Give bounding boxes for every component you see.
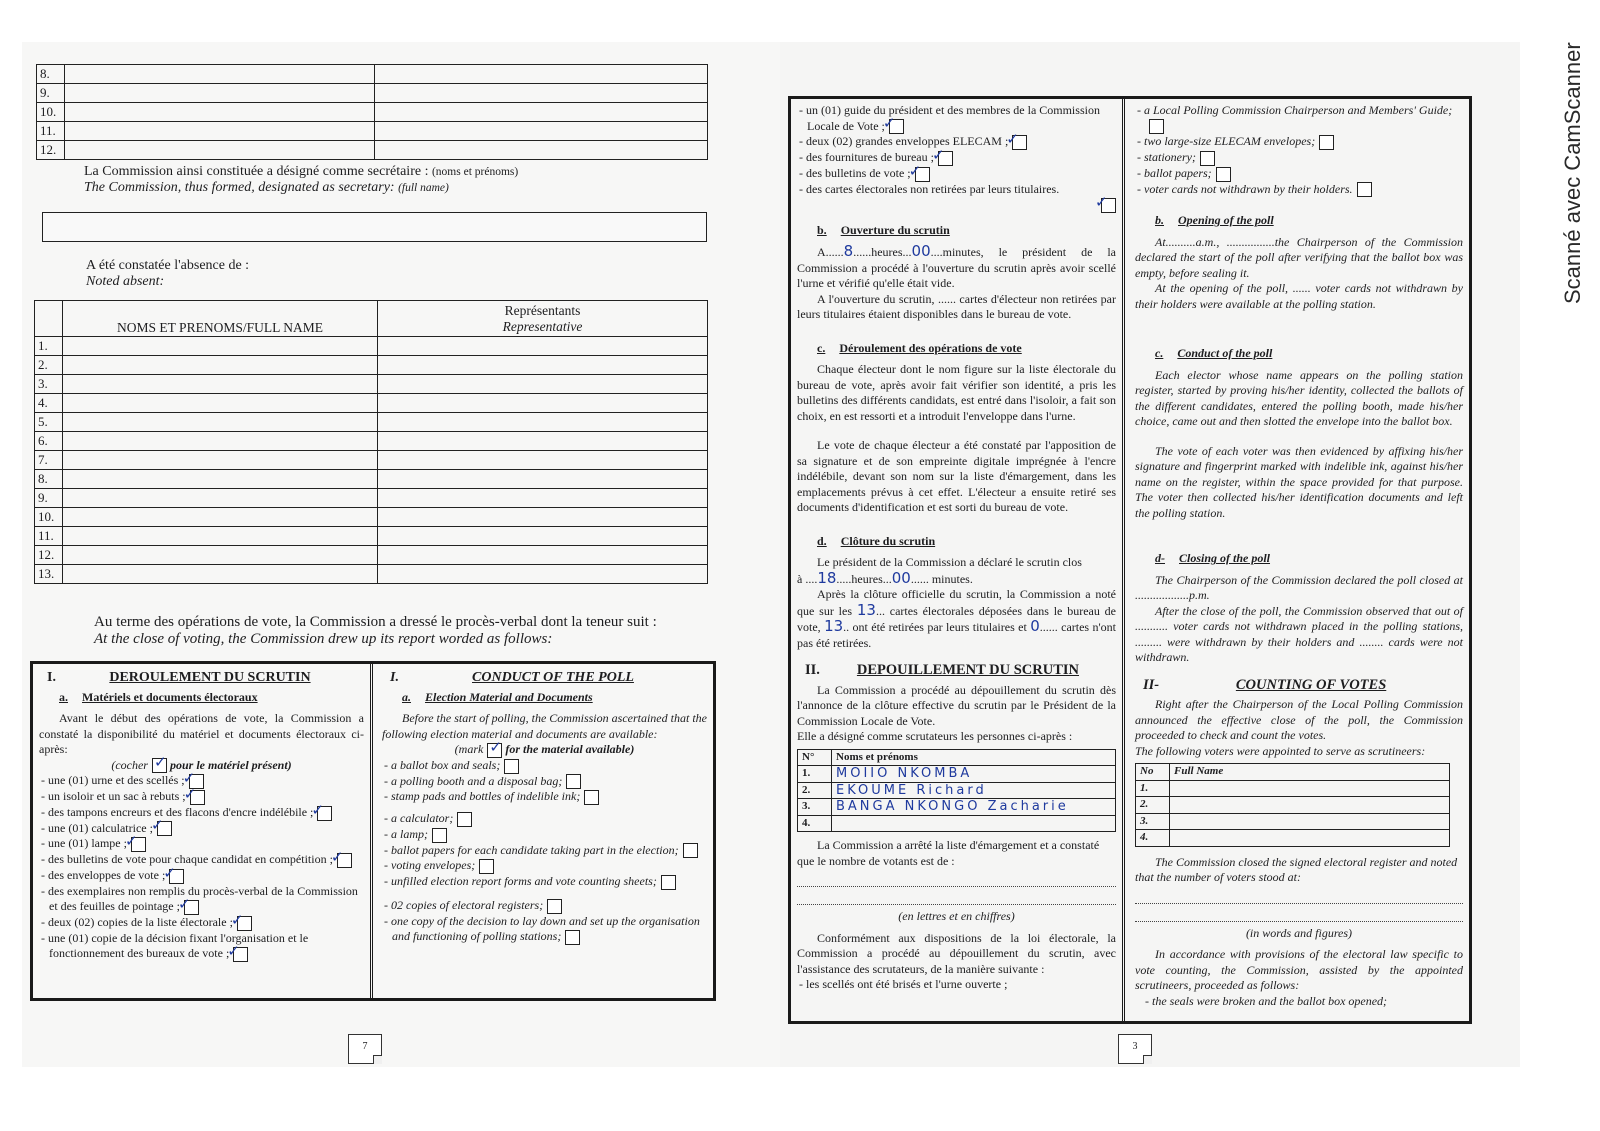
material-checkbox[interactable] xyxy=(584,790,599,805)
table-header: N° Noms et prénoms xyxy=(798,749,1116,766)
opening-para-fr: A......8......heures...00....minutes, le président de la Commission a procédé à l'ouverture du scrutin après avoir scellé l'urne et vérifié qu'elle était vide. xyxy=(797,242,1116,291)
absent-name-cell[interactable] xyxy=(63,546,378,565)
opening-para1-en: At..........a.m., ................the Chairperson of the Commission declared the start of the poll after verifying that the ballot box was empty, before sealing it. xyxy=(1135,234,1463,280)
section-conduct-frame xyxy=(30,661,716,1001)
counting-para4-fr: Conformément aux dispositions de la loi électorale, la Commission a procédé au dépouillement du scrutin, avec l'assistance des scrutateurs, de la manière suivante : xyxy=(797,930,1116,976)
conduct-para2-en: The vote of each voter was then evidenced by affixing his/her signature and fingerprint marked with indelible ink, against his/her name on the register, within the space provided for that purpose. The voter then collected his/her identification documents and left the polling station. xyxy=(1135,443,1463,520)
material-item-fr: - une (01) lampe ;✓ xyxy=(39,836,364,852)
table-row: 12. xyxy=(37,141,708,160)
table-row: 13. xyxy=(35,565,708,584)
absent-label xyxy=(86,258,249,290)
closing-hours-field[interactable]: 18 xyxy=(817,568,837,587)
secretary-note-en: (full name) xyxy=(398,182,449,194)
report-intro-en: At the close of voting, the Commission drew up its report worded as follows: xyxy=(94,631,553,647)
counting-para1-fr: La Commission a procédé au dépouillement du scrutin dès l'annonce de la clôture effective du scrutin par le Président de la Commission Locale de Vote. xyxy=(797,682,1116,728)
material-item-fr: - des cartes électorales non retirées par leurs titulaires. ✓ xyxy=(797,182,1116,213)
material-item-fr: - des bulletins de vote ;✓ xyxy=(797,166,1116,182)
absent-rep-cell[interactable] xyxy=(378,356,708,375)
table-row: 3. xyxy=(1136,813,1450,830)
table-header xyxy=(35,301,708,337)
absent-rep-cell[interactable] xyxy=(378,432,708,451)
materials-intro-fr: Avant le début des opérations de vote, la Commission a constaté la disponibilité du matériel et documents électoraux ci-après: xyxy=(39,711,364,756)
counting-para3-fr: La Commission a arrêté la liste d'émargement et a constaté que le nombre de votants est de : xyxy=(797,838,1100,868)
secretary-field[interactable] xyxy=(42,212,707,242)
absent-name-cell[interactable] xyxy=(63,508,378,527)
counting-note-fr: (en lettres et en chiffres) xyxy=(898,909,1015,924)
camscanner-watermark: Scanné avec CamScanner xyxy=(1560,42,1585,304)
cards-deposited-field[interactable]: 13 xyxy=(856,600,876,619)
absent-label-en: Noted absent: xyxy=(86,274,165,289)
check-instruction-fr: (cocher ✓ pour le matériel présent) xyxy=(39,758,364,774)
sample-checkbox xyxy=(487,743,502,758)
cards-withdrawn-field[interactable]: 13 xyxy=(824,617,844,636)
member-role-cell[interactable] xyxy=(375,84,708,103)
material-checkbox[interactable] xyxy=(1012,135,1027,150)
material-item-en: - voter cards not withdrawn by their holders. xyxy=(1135,182,1463,198)
counting-title-en: II- COUNTING OF VOTES xyxy=(1143,676,1387,693)
material-checkbox[interactable] xyxy=(479,859,494,874)
material-item-en: - one copy of the decision to lay down and set up the organisation and functioning of polling stations; xyxy=(384,913,700,943)
absent-rep-cell[interactable] xyxy=(378,565,708,584)
voters-count-field-en-line2[interactable] xyxy=(1135,908,1463,922)
absent-name-cell[interactable] xyxy=(63,375,378,394)
material-checkbox[interactable] xyxy=(661,875,676,890)
material-item-en: - a ballot box and seals; xyxy=(382,758,707,774)
member-role-cell[interactable] xyxy=(375,65,708,84)
conduct-title-en: c. Conduct of the poll xyxy=(1155,346,1273,361)
material-item-en: - ballot papers; xyxy=(1135,166,1463,182)
member-name-cell[interactable] xyxy=(65,122,375,141)
absent-name-cell[interactable] xyxy=(63,565,378,584)
member-name-cell[interactable] xyxy=(65,84,375,103)
secretary-label-en: The Commission, thus formed, designated as secretary: xyxy=(84,180,395,195)
material-item-fr: - un isoloir et un sac à rebuts ;✓ xyxy=(39,789,364,805)
closing-cards-fr: Après la clôture officielle du scrutin, la Commission a noté que sur les 13... cartes électorales déposées dans le bureau de vote, 13.. ont été retirées par leurs titulaires et 0...... cartes n'ont pas été retirées. xyxy=(797,587,1117,650)
absent-label-fr: A été constatée l'absence de : xyxy=(86,258,250,273)
sample-checkbox xyxy=(152,758,167,773)
member-role-cell[interactable] xyxy=(375,122,708,141)
material-item-en: - a lamp; xyxy=(382,827,707,843)
absent-rep-cell[interactable] xyxy=(378,413,708,432)
page-number-right: 3 xyxy=(1118,1034,1152,1064)
absent-rep-cell[interactable] xyxy=(378,527,708,546)
header-representative xyxy=(378,301,708,337)
absent-rep-cell[interactable] xyxy=(378,394,708,413)
table-row: 4. xyxy=(798,815,1116,832)
material-item-en: - a polling booth and a disposal bag; xyxy=(382,774,707,790)
material-item-en: - stationery; xyxy=(1135,150,1463,166)
closing-para1-en: The Chairperson of the Commission declared the poll closed at ..................p.m. xyxy=(1135,572,1463,603)
table-row: 4. xyxy=(35,394,708,413)
table-row: 9. xyxy=(37,84,708,103)
material-item-fr: - un (01) guide du président et des membres de la Commission Locale de Vote ;✓ xyxy=(797,103,1116,134)
table-row: 2. EKOUME Richard xyxy=(798,782,1116,799)
material-checkbox[interactable] xyxy=(889,119,904,134)
counting-para2-fr: Elle a désigné comme scrutateurs les personnes ci-après : xyxy=(797,729,1073,744)
scrutineer-name-field[interactable]: MOIIO NKOMBA xyxy=(832,766,1116,783)
material-checkbox[interactable] xyxy=(169,869,184,884)
subsection-title-en: a. Election Material and Documents xyxy=(402,689,593,704)
absent-name-cell[interactable] xyxy=(63,489,378,508)
material-checkbox[interactable] xyxy=(184,900,199,915)
conduct-para2-fr: Le vote de chaque électeur a été constaté par l'apposition de sa signature et de son empreinte digitale imprégnée à l'encre indélébile, devant son nom sur la liste d'émargement, dans les emplacements prévus à cet effet. L'électeur a ensuite retiré ses documents d'identification et est sorti du bureau de vote. xyxy=(797,438,1116,515)
voters-count-field[interactable] xyxy=(797,873,1116,887)
absent-name-cell[interactable] xyxy=(63,413,378,432)
material-item-en: - voting envelopes; xyxy=(382,858,707,874)
table-row: 3. BANGA NKONGO Zacharie xyxy=(798,799,1116,816)
material-checkbox[interactable] xyxy=(190,790,205,805)
material-item-fr: - des tampons encreurs et des flacons d'encre indélébile ;✓ xyxy=(39,805,364,821)
right-page-frame xyxy=(788,96,1472,1024)
material-checkbox[interactable] xyxy=(915,167,930,182)
table-row: 4. xyxy=(1136,830,1450,847)
section-title-en: I. CONDUCT OF THE POLL xyxy=(390,670,634,685)
material-item-fr: - deux (02) grandes enveloppes ELECAM ;✓ xyxy=(797,134,1116,150)
table-row: 9. xyxy=(35,489,708,508)
material-checkbox[interactable] xyxy=(1149,119,1164,134)
subsection-title-fr: a. Matériels et documents électoraux xyxy=(59,689,258,704)
absent-name-cell[interactable] xyxy=(63,527,378,546)
member-name-cell[interactable] xyxy=(65,141,375,160)
counting-item1-fr: - les scellés ont été brisés et l'urne ouverte ; xyxy=(799,977,1008,992)
material-item-fr: - une (01) calculatrice ;✓ xyxy=(39,821,364,837)
material-checkbox[interactable] xyxy=(547,899,562,914)
member-name-cell[interactable] xyxy=(65,65,375,84)
report-intro-fr: Au terme des opérations de vote, la Commission a dressé le procès-verbal dont la teneur suit : xyxy=(94,614,657,630)
right-en-column xyxy=(1129,99,1469,1021)
opening-title-en: b. Opening of the poll xyxy=(1155,213,1274,228)
material-item-en: - unfilled election report forms and vote counting sheets; xyxy=(382,874,707,890)
material-checkbox[interactable] xyxy=(683,843,698,858)
material-item-fr: - des fournitures de bureau ;✓ xyxy=(797,150,1116,166)
scrutineer-name-field[interactable] xyxy=(832,815,1116,832)
table-row: 2. xyxy=(35,356,708,375)
material-checkbox[interactable] xyxy=(565,930,580,945)
material-checkbox[interactable] xyxy=(432,828,447,843)
table-row: 2. xyxy=(1136,797,1450,814)
counting-note-en: (in words and figures) xyxy=(1245,925,1353,940)
table-row: 11. xyxy=(37,122,708,141)
table-row: 1. xyxy=(35,337,708,356)
absent-rep-cell[interactable] xyxy=(378,470,708,489)
material-checkbox[interactable] xyxy=(337,853,352,868)
material-checkbox[interactable] xyxy=(938,151,953,166)
material-item-fr: - une (01) urne et des scellés ;✓ xyxy=(39,773,364,789)
table-row: 10. xyxy=(37,103,708,122)
material-checkbox[interactable] xyxy=(1200,151,1215,166)
absent-name-cell[interactable] xyxy=(63,470,378,489)
counting-item1-en: - the seals were broken and the ballot box opened; xyxy=(1145,993,1388,1008)
opening-minutes-field[interactable]: 00 xyxy=(911,242,931,261)
absent-rep-cell[interactable] xyxy=(378,489,708,508)
closing-line1-fr: Le président de la Commission a déclaré le scrutin clos xyxy=(817,555,1082,570)
table-row: 10. xyxy=(35,508,708,527)
material-item-fr: - deux (02) copies de la liste électorale ;✓ xyxy=(39,915,364,931)
absent-rep-cell[interactable] xyxy=(378,546,708,565)
table-row: 11. xyxy=(35,527,708,546)
material-checkbox[interactable] xyxy=(157,821,172,836)
material-item-en: - a calculator; xyxy=(382,811,707,827)
material-checkbox[interactable] xyxy=(1357,182,1372,197)
table-row: 8. xyxy=(35,470,708,489)
material-checkbox[interactable] xyxy=(1216,167,1231,182)
secretary-label xyxy=(84,164,518,196)
material-item-fr: - des enveloppes de vote ;✓ xyxy=(39,868,364,884)
material-checkbox[interactable] xyxy=(1101,198,1116,213)
material-checkbox[interactable] xyxy=(457,812,472,827)
opening-para2-en: At the opening of the poll, ...... voter cards not withdrawn by their holders were available at the polling station. xyxy=(1135,281,1463,311)
material-item-en: - ballot papers for each candidate taking part in the election; xyxy=(382,843,707,859)
material-checkbox[interactable] xyxy=(317,806,332,821)
table-row: 8. xyxy=(37,65,708,84)
table-row: 12. xyxy=(35,546,708,565)
opening-title-fr: b. Ouverture du scrutin xyxy=(817,222,950,237)
section-en-column xyxy=(376,664,713,998)
counting-para3-en: The Commission closed the signed electoral register and noted that the number of voters stood at: xyxy=(1135,854,1458,885)
table-row: 3. xyxy=(35,375,708,394)
absent-name-cell[interactable] xyxy=(63,356,378,375)
counting-para1-en: Right after the Chairperson of the Local Polling Commission announced the effective close of the poll, the Commission proceeded to check and count the votes. xyxy=(1135,697,1463,743)
closing-title-fr: d. Clôture du scrutin xyxy=(817,533,936,548)
closing-time-fr: à ....18.....heures...00...... minutes. xyxy=(797,568,973,587)
absent-name-cell[interactable] xyxy=(63,451,378,470)
header-rep-fr: Représentants xyxy=(504,302,581,318)
header-full-name: NOMS ET PRENOMS/FULL NAME xyxy=(63,301,378,337)
page-number-left: 7 xyxy=(348,1034,382,1064)
absent-name-cell[interactable] xyxy=(63,337,378,356)
material-checkbox[interactable] xyxy=(233,947,248,962)
absent-table xyxy=(34,300,708,584)
conduct-title-fr: c. Déroulement des opérations de vote xyxy=(817,340,1022,355)
opening-hours-field[interactable]: 8 xyxy=(843,242,854,261)
absent-rep-cell[interactable] xyxy=(378,451,708,470)
closing-para2-en: After the close of the poll, the Commission observed that out of ........... voter cards not withdrawn placed in the polling stations, ......... were withdrawn by their holders and ........ cards were not withdrawn. xyxy=(1135,603,1463,665)
scrutineers-table-fr xyxy=(797,749,1116,833)
secretary-label-fr: La Commission ainsi constituée a désigné comme secrétaire : xyxy=(84,164,429,179)
section-title-fr: I. DEROULEMENT DU SCRUTIN xyxy=(47,670,311,685)
check-instruction-en: (mark ✓ for the material available) xyxy=(382,742,707,758)
material-checkbox[interactable] xyxy=(504,759,519,774)
absent-name-cell[interactable] xyxy=(63,394,378,413)
report-intro xyxy=(94,614,657,648)
material-item-en: - a Local Polling Commission Chairperson and Members' Guide; xyxy=(1135,103,1463,134)
scrutineer-name-field[interactable] xyxy=(1170,780,1450,797)
table-row: 5. xyxy=(35,413,708,432)
scrutineers-table-en xyxy=(1135,763,1450,847)
conduct-para1-fr: Chaque électeur dont le nom figure sur la liste électorale du bureau de vote, après avoir fait vérifier son identité, a pris les bulletins des différents candidats, est entré dans l'isoloir, a fait son choix, en est ressorti et a introduit l'enveloppe dans l'urne. xyxy=(797,362,1116,423)
table-row: 6. xyxy=(35,432,708,451)
table-row: 7. xyxy=(35,451,708,470)
scrutineer-name-field[interactable] xyxy=(1170,830,1450,847)
scrutineer-name-field[interactable]: BANGA NKONGO Zacharie xyxy=(832,799,1116,816)
voters-count-field-line2[interactable] xyxy=(797,891,1116,905)
material-item-fr: - une (01) copie de la décision fixant l'organisation et le fonctionnement des bureaux de vote ;✓ xyxy=(39,931,364,962)
closing-minutes-field[interactable]: 00 xyxy=(891,568,911,587)
members-table-continued xyxy=(36,64,708,160)
materials-intro-en: Before the start of polling, the Commission ascertained that the following election material and documents are available: xyxy=(382,711,707,741)
table-row: 1. xyxy=(1136,780,1450,797)
header-rep-en: Representative xyxy=(502,318,583,334)
material-checkbox[interactable] xyxy=(1319,135,1334,150)
absent-name-cell[interactable] xyxy=(63,432,378,451)
voters-count-field-en[interactable] xyxy=(1135,890,1463,904)
section-fr-column xyxy=(33,664,373,998)
closing-title-en: d- Closing of the poll xyxy=(1155,551,1271,566)
counting-para4-en: In accordance with provisions of the electoral law specific to vote counting, the Commission, assisted by the appointed scrutineers, proceeded as follows: xyxy=(1135,947,1463,993)
member-role-cell[interactable] xyxy=(375,141,708,160)
secretary-note-fr: (noms et prénoms) xyxy=(431,166,519,178)
conduct-para1-en: Each elector whose name appears on the polling station register, started by proving his/her identity, collected the ballots of the different candidates, entered the polling booth, made his/her choice, came out and then slotted the envelope into the ballot box. xyxy=(1135,367,1463,429)
member-role-cell[interactable] xyxy=(375,103,708,122)
table-header: No Full Name xyxy=(1136,764,1450,781)
material-item-fr: - des bulletins de vote pour chaque candidat en compétition ;✓ xyxy=(39,852,364,868)
counting-title-fr: II. DEPOUILLEMENT DU SCRUTIN xyxy=(805,662,1080,679)
scrutineer-name-field[interactable] xyxy=(1170,797,1450,814)
right-fr-column xyxy=(791,99,1125,1021)
absent-rep-cell[interactable] xyxy=(378,375,708,394)
material-item-en: - 02 copies of electoral registers; xyxy=(382,898,707,914)
counting-para2-en: The following voters were appointed to serve as scrutineers: xyxy=(1135,743,1426,758)
cards-not-withdrawn-field[interactable]: 0 xyxy=(1030,617,1040,636)
scrutineer-name-field[interactable]: EKOUME Richard xyxy=(832,782,1116,799)
member-name-cell[interactable] xyxy=(65,103,375,122)
material-checkbox[interactable] xyxy=(131,837,146,852)
opening-para2-fr: A l'ouverture du scrutin, ...... cartes d'électeur non retirées par leurs titulaires étaient disponibles dans le bureau de vote. xyxy=(797,291,1116,322)
material-item-fr: - des exemplaires non remplis du procès-verbal de la Commission et des feuilles de pointage ;✓ xyxy=(39,884,364,915)
material-item-en: - stamp pads and bottles of indelible ink; xyxy=(382,789,707,805)
scrutineer-name-field[interactable] xyxy=(1170,813,1450,830)
absent-rep-cell[interactable] xyxy=(378,337,708,356)
material-checkbox[interactable] xyxy=(566,774,581,789)
absent-rep-cell[interactable] xyxy=(378,508,708,527)
table-row: 1. MOIIO NKOMBA xyxy=(798,766,1116,783)
material-checkbox[interactable] xyxy=(237,916,252,931)
material-item-en: - two large-size ELECAM envelopes; xyxy=(1135,134,1463,150)
